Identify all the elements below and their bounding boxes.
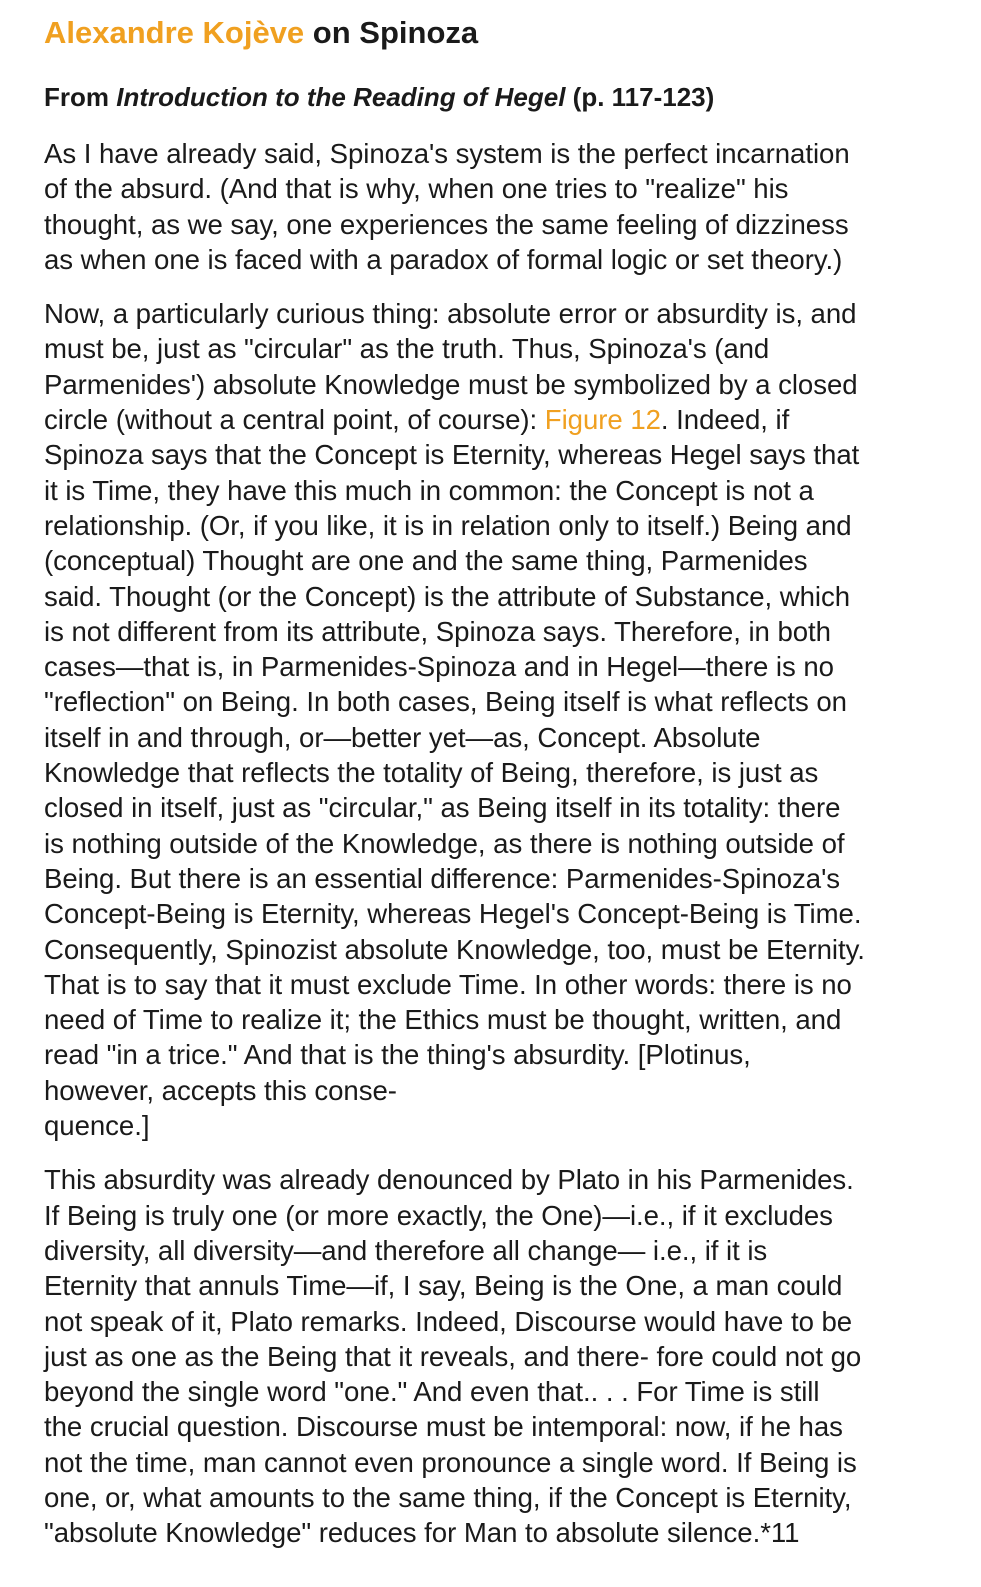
text-line: is not different from its attribute, Spinoza says. Therefore, in both xyxy=(44,615,831,647)
text-line: As I have already said, Spinoza's system is the perfect incarnation xyxy=(44,138,850,169)
text-line: however, accepts this conse- xyxy=(44,1074,397,1106)
text-line: cases—that is, in Parmenides-Spinoza and in Hegel—there is no xyxy=(44,651,834,683)
text-line: must be, just as "circular" as the truth. Thus, Spinoza's (and xyxy=(44,333,770,365)
text-line: as when one is faced with a paradox of formal logic or set theory.) xyxy=(44,243,843,275)
text-line: diversity, all diversity—and therefore all change— i.e., if it is xyxy=(44,1234,768,1266)
text-line: This absurdity was already denounced by Plato in his Parmenides. xyxy=(44,1164,854,1196)
text-line: itself in and through, or—better yet—as, Concept. Absolute xyxy=(44,721,761,753)
text-line: it is Time, they have this much in common: the Concept is not a xyxy=(44,474,814,506)
author-name: Alexandre Kojève xyxy=(44,15,305,50)
text-line: need of Time to realize it; the Ethics must be thought, written, and xyxy=(44,1004,842,1036)
text-line: Concept-Being is Eternity, whereas Hegel's Concept-Being is Time. xyxy=(44,898,862,930)
text-line: one, or, what amounts to the same thing, if the Concept is Eternity, xyxy=(44,1481,852,1513)
text-line: beyond the single word "one." And even that.. . . For Time is still xyxy=(44,1376,820,1408)
text-line: the crucial question. Discourse must be intemporal: now, if he has xyxy=(44,1411,843,1443)
article xyxy=(44,12,934,1551)
link-line-prefix: circle (without a central point, of course): xyxy=(44,404,545,436)
text-line: thought, as we say, one experiences the same feeling of dizziness xyxy=(44,208,849,240)
text-line-with-link xyxy=(44,402,934,437)
paragraph-3 xyxy=(44,1162,934,1550)
source-prefix: From xyxy=(44,82,109,112)
title-rest: on Spinoza xyxy=(312,15,479,50)
page-title xyxy=(44,12,934,54)
text-line: said. Thought (or the Concept) is the attribute of Substance, which xyxy=(44,580,851,612)
text-line: quence.] xyxy=(44,1110,150,1142)
paragraph-1 xyxy=(44,136,934,277)
text-line: Spinoza says that the Concept is Eternity, whereas Hegel says that xyxy=(44,439,860,471)
text-line: That is to say that it must exclude Time. In other words: there is no xyxy=(44,968,852,1000)
text-line: Being. But there is an essential difference: Parmenides-Spinoza's xyxy=(44,862,841,894)
text-line: Now, a particularly curious thing: absolute error or absurdity is, and xyxy=(44,298,857,330)
source-book-title: Introduction to the Reading of Hegel xyxy=(116,82,566,112)
text-line: "absolute Knowledge" reduces for Man to absolute silence.*11 xyxy=(44,1517,800,1549)
text-line: closed in itself, just as "circular," as Being itself in its totality: there xyxy=(44,792,841,824)
text-line: If Being is truly one (or more exactly, the One)—i.e., if it excludes xyxy=(44,1199,833,1231)
source-citation xyxy=(44,80,934,114)
text-line: just as one as the Being that it reveals, and there- fore could not go xyxy=(44,1340,862,1372)
link-line-suffix: . Indeed, if xyxy=(660,404,790,436)
text-line: is nothing outside of the Knowledge, as there is nothing outside of xyxy=(44,827,845,859)
text-line: Parmenides') absolute Knowledge must be symbolized by a closed xyxy=(44,368,858,400)
text-line: not the time, man cannot even pronounce a single word. If Being is xyxy=(44,1446,857,1478)
figure-12-link[interactable]: Figure 12 xyxy=(544,404,661,436)
text-line: (conceptual) Thought are one and the same thing, Parmenides xyxy=(44,545,808,577)
text-line: read "in a trice." And that is the thing's absurdity. [Plotinus, xyxy=(44,1039,751,1071)
text-line: relationship. (Or, if you like, it is in relation only to itself.) Being and xyxy=(44,509,852,541)
text-line: Consequently, Spinozist absolute Knowledge, too, must be Eternity. xyxy=(44,933,865,965)
text-line: of the absurd. (And that is why, when one tries to "realize" his xyxy=(44,173,789,205)
paragraph-2 xyxy=(44,296,934,1143)
text-line: Knowledge that reflects the totality of Being, therefore, is just as xyxy=(44,757,819,789)
text-line: Eternity that annuls Time—if, I say, Being is the One, a man could xyxy=(44,1270,843,1302)
source-pages: (p. 117-123) xyxy=(572,82,715,112)
text-line: not speak of it, Plato remarks. Indeed, Discourse would have to be xyxy=(44,1305,853,1337)
text-line: "reflection" on Being. In both cases, Being itself is what reflects on xyxy=(44,686,847,718)
